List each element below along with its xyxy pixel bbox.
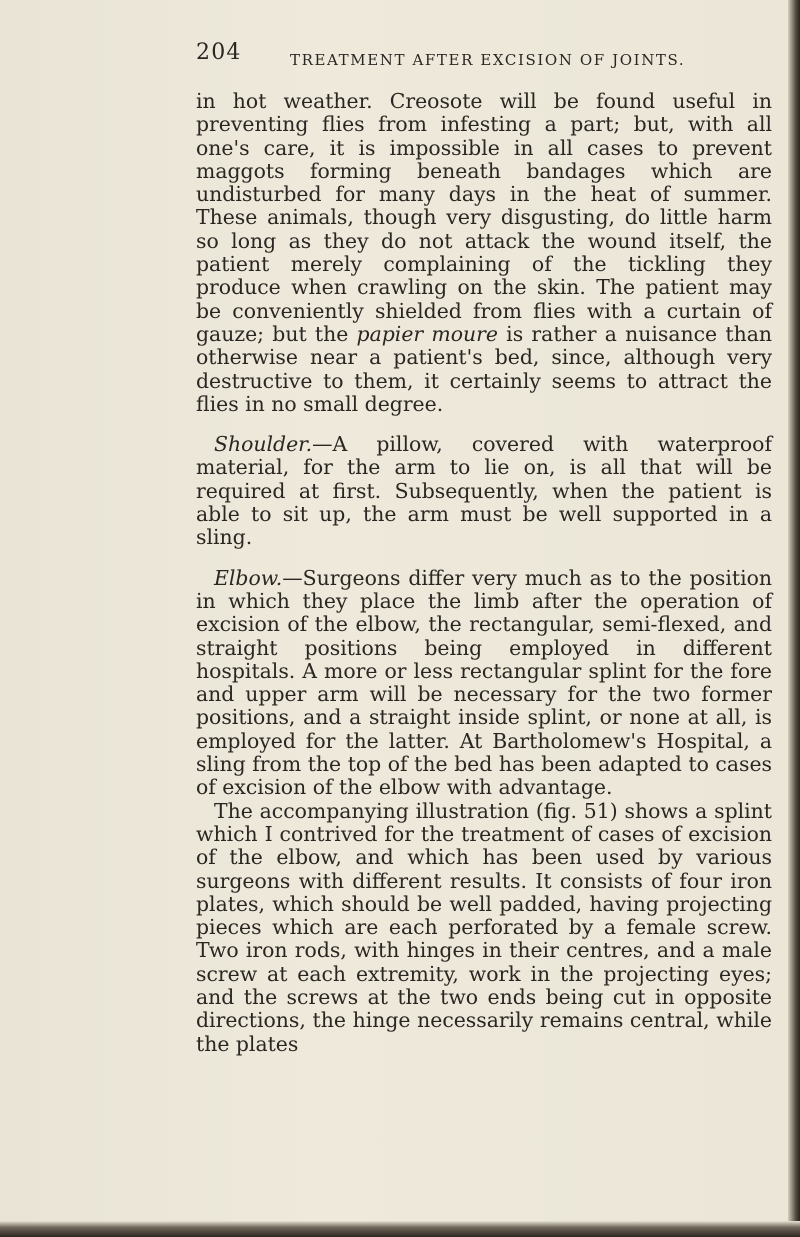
paragraph-shoulder: Shoulder.—A pillow, covered with waterproof material, for the arm to lie on, is all that will be required at first. Subsequently, when the patient is able to sit up, the arm must be well supported in a sling. bbox=[196, 432, 772, 550]
section-lead-shoulder: Shoulder. bbox=[214, 432, 313, 457]
section-lead-elbow: Elbow. bbox=[214, 565, 283, 590]
page-edge-right bbox=[788, 0, 800, 1237]
page-edge-bottom bbox=[0, 1221, 800, 1237]
running-title: TREATMENT AFTER EXCISION OF JOINTS. bbox=[290, 51, 686, 69]
paragraph-elbow: Elbow.—Surgeons differ very much as to the position in which they place the limb after the operation of excision of the elbow, the rectangular, semi-flexed, and straight positions being employed in different hospitals. A more or less rectangular splint for the fore and upper arm will be necessary for the two former positions, and a straight inside splint, or none at all, is employed for the latter. At Bartholomew's Hospital, a sling from the top of the bed has been adapted to cases of excision of the elbow with advantage. bbox=[196, 565, 772, 800]
body-text bbox=[196, 90, 772, 1056]
page-number: 204 bbox=[196, 40, 242, 65]
italic-term: papier moure bbox=[356, 321, 498, 346]
paragraph-flies: in hot weather. Creosote will be found useful in preventing flies from infesting a part; but, with all one's care, it is impossible in all cases to prevent maggots forming beneath bandages which are undisturbed for many days in the heat of summer. These animals, though very disgusting, do little harm so long as they do not attack the wound itself, the patient merely complaining of the tickling they produce when crawling on the skin. The patient may be conveniently shielded from flies with a curtain of gauze; but the papier moure is rather a nuisance than otherwise near a patient's bed, since, although very destructive to them, it certainly seems to attract the flies in no small degree. bbox=[196, 89, 772, 416]
paragraph-splint: The accompanying illustration (fig. 51) shows a splint which I contrived for the treatment of cases of excision of the elbow, and which has been used by various surgeons with different results. It consists of four iron plates, which should be well padded, having projecting pieces which are each perforated by a female screw. Two iron rods, with hinges in their centres, and a male screw at each extremity, work in the projecting eyes; and the screws at the two ends being cut in opposite directions, the hinge necessarily remains central, while the plates bbox=[196, 798, 772, 1056]
